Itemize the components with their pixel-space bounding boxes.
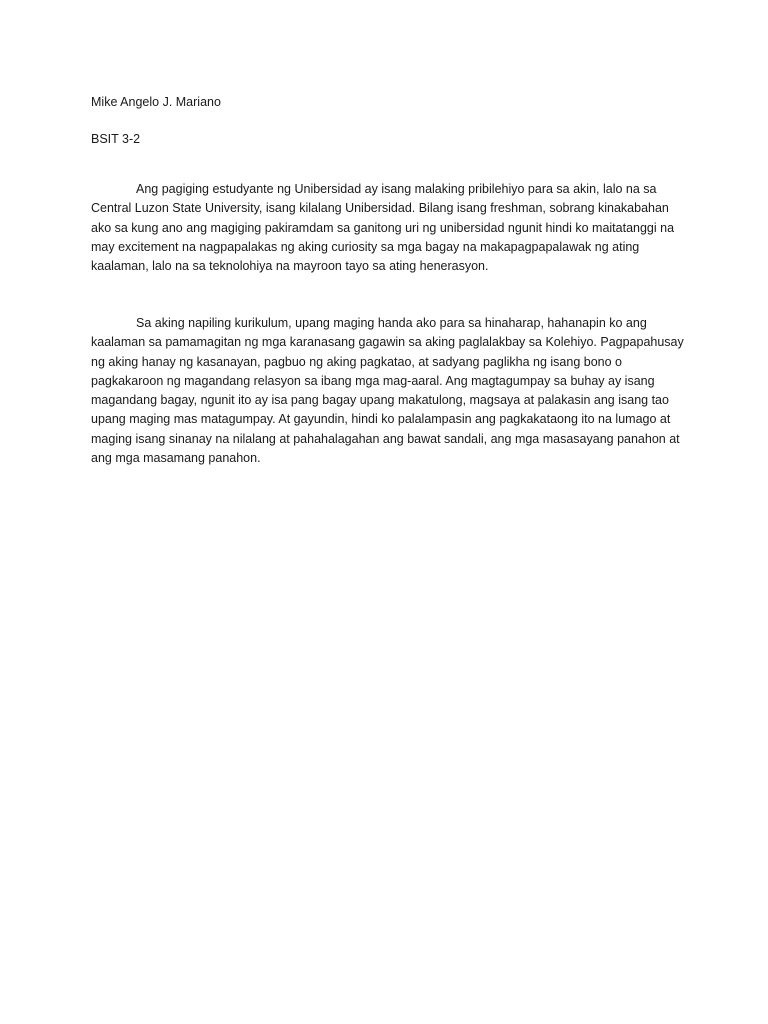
paragraph-line: maging isang sinanay na nilalang at pahahalagahan ang bawat sandali, ang mga masasayang panahon at	[91, 431, 680, 446]
paragraph-line: ako sa kung ano ang magiging pakiramdam sa ganitong uri ng unibersidad ngunit hindi ko maitatanggi na	[91, 220, 675, 235]
paragraph-line: may excitement na nagpapalakas ng aking curiosity sa mga bagay na makapagpapalawak ng ating	[91, 239, 640, 254]
paragraph-line: kaalaman sa pamamagitan ng mga karanasang gagawin sa aking paglalakbay sa Kolehiyo. Pagpapahusay	[91, 335, 684, 350]
paragraph-line: ng aking hanay ng kasanayan, pagbuo ng aking pagkatao, at sadyang paglikha ng isang bono o	[91, 354, 622, 369]
paragraph-line: pagkakaroon ng magandang relasyon sa ibang mga mag-aaral. Ang magtagumpay sa buhay ay isang	[91, 373, 655, 388]
essay-paragraph-2	[91, 314, 693, 468]
paragraph-line: ang mga masamang panahon.	[91, 451, 261, 466]
class-section: BSIT 3-2	[91, 132, 141, 146]
author-name: Mike Angelo J. Mariano	[91, 95, 221, 109]
paragraph-line: magandang bagay, ngunit ito ay isa pang bagay upang makatulong, magsaya at palakasin ang isang tao	[91, 393, 669, 408]
paragraph-line: upang maging mas matagumpay. At gayundin, hindi ko palalampasin ang pagkakataong ito na lumago at	[91, 412, 671, 427]
paragraph-line: Ang pagiging estudyante ng Unibersidad ay isang malaking pribilehiyo para sa akin, lalo na sa	[136, 182, 657, 196]
paragraph-line: Central Luzon State University, isang kilalang Unibersidad. Bilang isang freshman, sobrang kinakabahan	[91, 201, 669, 216]
essay-paragraph-1	[91, 180, 693, 276]
paragraph-line: kaalaman, lalo na sa teknolohiya na mayroon tayo sa ating henerasyon.	[91, 259, 489, 274]
paragraph-line: Sa aking napiling kurikulum, upang maging handa ako para sa hinaharap, hahanapin ko ang	[136, 316, 647, 330]
